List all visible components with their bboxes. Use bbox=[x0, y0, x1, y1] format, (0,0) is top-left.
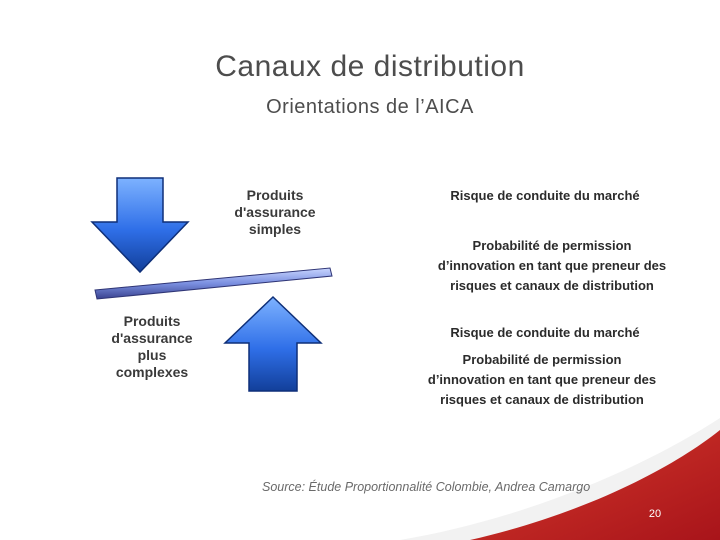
complex-products-line: complexes bbox=[115, 364, 189, 380]
down-arrow-icon bbox=[92, 178, 188, 272]
upper-probability-line: risques et canaux de distribution bbox=[450, 278, 654, 293]
balance-beam bbox=[95, 268, 332, 299]
up-arrow-icon bbox=[225, 297, 321, 391]
upper-probability-text bbox=[420, 236, 684, 296]
page-number: 20 bbox=[648, 508, 662, 520]
lower-probability-line: risques et canaux de distribution bbox=[440, 392, 644, 407]
simple-products-line: Produits bbox=[246, 187, 304, 203]
upper-probability-line: Probabilité de permission bbox=[472, 238, 632, 253]
lower-probability-line: Probabilité de permission bbox=[462, 352, 622, 367]
slide-title: Canaux de distribution bbox=[215, 50, 525, 83]
source-citation: Source: Étude Proportionnalité Colombie, Andrea Camargo bbox=[262, 480, 591, 494]
slide-subtitle: Orientations de l’AICA bbox=[266, 96, 474, 118]
lower-probability-text bbox=[410, 350, 674, 410]
complex-products-line: Produits bbox=[123, 313, 181, 329]
simple-products-line: simples bbox=[248, 221, 302, 237]
complex-products-label bbox=[102, 313, 202, 381]
upper-probability-line: d’innovation en tant que preneur des bbox=[437, 258, 667, 273]
complex-products-line: d'assurance bbox=[111, 330, 193, 346]
lower-probability-line: d’innovation en tant que preneur des bbox=[427, 372, 657, 387]
simple-products-line: d'assurance bbox=[234, 204, 316, 220]
upper-risk-label: Risque de conduite du marché bbox=[450, 188, 640, 203]
complex-products-line: plus bbox=[137, 347, 167, 363]
simple-products-label bbox=[225, 187, 325, 238]
lower-risk-label: Risque de conduite du marché bbox=[450, 325, 640, 340]
